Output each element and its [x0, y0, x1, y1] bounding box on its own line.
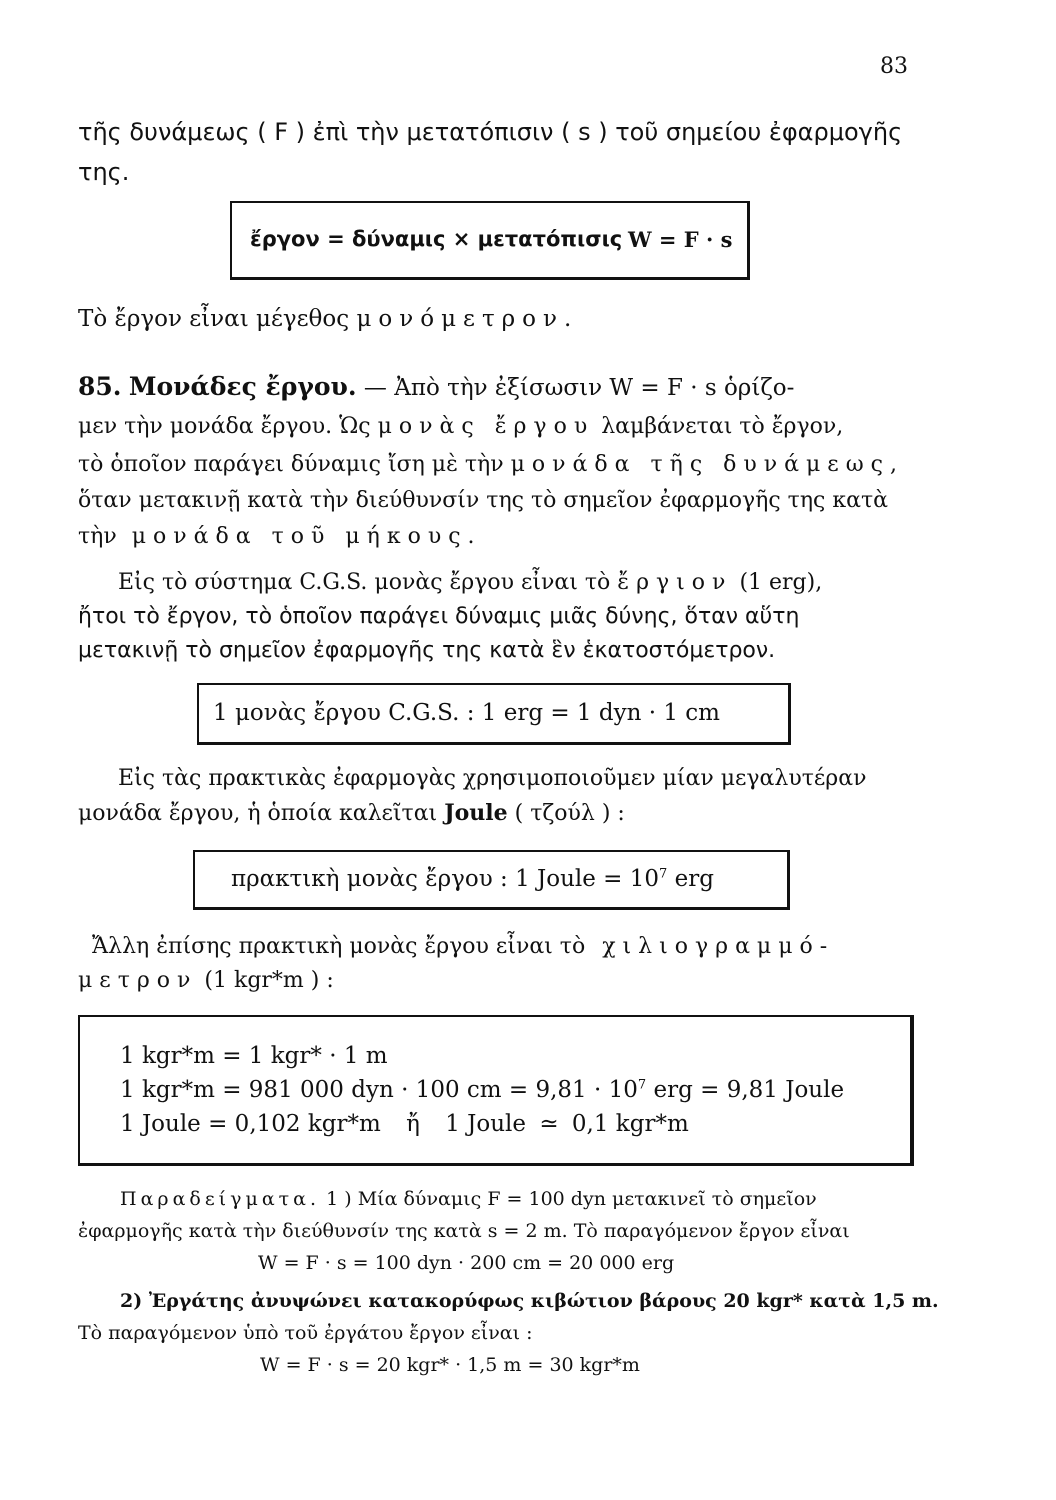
kgm-row2-b: erg = 9,81 Joule: [653, 1077, 845, 1103]
cgs-line-1: [118, 570, 822, 595]
section-line5-a: τὴν: [78, 524, 117, 549]
joule-formula-box: [193, 850, 790, 910]
section-title: Μονάδες ἔργου.: [128, 372, 357, 401]
joule-intro-bold: Joule: [444, 800, 508, 826]
page-number: 83: [880, 54, 908, 79]
section-number: 85.: [78, 372, 122, 401]
kgm-intro-line1-a: Ἄλλη ἐπίσης πρακτικὴ μονὰς ἔργου εἶναι τὸ: [92, 934, 586, 959]
joule-formula-text: πρακτικὴ μονὰς ἔργου : 1 Joule = 10: [231, 866, 660, 892]
examples-line-1: [120, 1188, 817, 1210]
kgm-intro-line-2: [78, 968, 334, 993]
kgm-row3-b: 1 Joule: [445, 1111, 527, 1137]
section-line1-rest: — Ἀπὸ τὴν ἐξίσωσιν W = F · s ὁρίζο-: [363, 375, 795, 401]
intro-line-2: της.: [78, 158, 130, 186]
cgs-line1-a: Εἰς τὸ σύστημα C.G.S. μονὰς ἔργου εἶναι τὸ: [118, 570, 611, 595]
joule-formula-exponent: 7: [659, 866, 668, 882]
kgm-intro-line2-b: (1 kgr*m ) :: [204, 968, 334, 993]
cgs-line-2: ἤτοι τὸ ἔργον, τὸ ὁποῖον παράγει δύναμις μιᾶς δύνης, ὅταν αὕτη: [78, 604, 800, 629]
section-line-4: ὅταν μετακινῇ κατὰ τὴν διεύθυνσίν της τὸ σημεῖον ἐφαρμογῆς της κατὰ: [78, 488, 888, 513]
kgm-row3-or: ἤ: [406, 1111, 420, 1137]
joule-formula-unit: erg: [674, 866, 714, 892]
erg-formula-box: [197, 683, 791, 745]
example1-formula: W = F · s = 100 dyn · 200 cm = 20 000 erg: [258, 1252, 675, 1274]
kgm-formula-box: [78, 1015, 914, 1166]
example2-line1: 2) Ἐργάτης ἀνυψώνει κατακορύφως κιβώτιον βάρους 20 kgr* κατὰ 1,5 m.: [120, 1290, 939, 1312]
cgs-line1-b: (1 erg),: [739, 570, 823, 595]
kgm-row3-a: 1 Joule = 0,102 kgr*m: [120, 1111, 381, 1137]
kgm-row-3: [120, 1111, 689, 1137]
kgm-intro-line2-spaced: μετρον: [78, 968, 198, 993]
section-line5-spaced: μονάδα τοῦ μήκους.: [131, 524, 482, 549]
joule-intro-line2-b: ( τζούλ ) :: [514, 801, 625, 826]
example1-line2: ἐφαρμογῆς κατὰ τὴν διεύθυνσίν της κατὰ s = 2 m. Τὸ παραγόμενον ἔργον εἶναι: [78, 1220, 850, 1242]
kgm-intro-line1-spaced: χιλιογραμμό-: [602, 934, 835, 959]
section-line-2: [78, 414, 843, 439]
example2-line2: Τὸ παραγόμενον ὑπὸ τοῦ ἐργάτου ἔργον εἶναι :: [78, 1322, 533, 1344]
work-formula-box: [230, 201, 750, 280]
kgm-row3-c: 0,1 kgr*m: [571, 1111, 689, 1137]
scalar-note: [78, 306, 578, 332]
kgm-row2-exponent: 7: [637, 1077, 647, 1093]
example2-formula: W = F · s = 20 kgr* · 1,5 m = 30 kgr*m: [260, 1354, 640, 1376]
section-line2-spaced: μονὰς ἔργου: [377, 414, 595, 439]
section-line-3: [78, 452, 904, 477]
joule-intro-line-1: Εἰς τὰς πρακτικὰς ἐφαρμογὰς χρησιμοποιοῦμεν μίαν μεγαλυτέραν: [118, 766, 867, 791]
section-line-5: [78, 524, 482, 549]
section-line3-spaced: μονάδα τῆς δυνάμεως,: [510, 452, 904, 477]
joule-intro-line2-a: μονάδα ἔργου, ἡ ὁποία καλεῖται: [78, 801, 438, 826]
section-line2-a: μεν τὴν μονάδα ἔργου. Ὡς: [78, 414, 371, 439]
section-line2-b: λαμβάνεται τὸ ἔργον,: [601, 414, 844, 439]
kgm-row-2: [120, 1077, 844, 1103]
scalar-note-spaced: μονόμετρον.: [356, 306, 579, 332]
kgm-row2-a: 1 kgr*m = 981 000 dyn · 100 cm = 9,81 · 10: [120, 1077, 638, 1103]
section-line3-a: τὸ ὁποῖον παράγει δύναμις ἴση μὲ τὴν: [78, 452, 504, 477]
kgm-intro-line-1: [92, 934, 834, 959]
kgm-row3-approx: ≃: [539, 1111, 559, 1137]
joule-intro-line-2: [78, 800, 625, 826]
example1-line1: 1 ) Μία δύναμις F = 100 dyn μετακινεῖ τὸ σημεῖον: [326, 1188, 817, 1210]
cgs-line-3: μετακινῇ τὸ σημεῖον ἐφαρμογῆς της κατὰ ἓν ἑκατοστόμετρον.: [78, 638, 776, 663]
examples-label: Παραδείγματα.: [120, 1188, 321, 1210]
erg-formula: 1 μονὰς ἔργου C.G.S. : 1 erg = 1 dyn · 1 cm: [213, 700, 720, 726]
work-formula-symbol: W = F · s: [628, 227, 733, 252]
scalar-note-prefix: Τὸ ἔργον εἶναι μέγεθος: [78, 306, 350, 332]
intro-line-1: τῆς δυνάμεως ( F ) ἐπὶ τὴν μετατόπισιν ( s ) τοῦ σημείου ἐφαρμογῆς: [78, 118, 903, 146]
cgs-line1-spaced: ἔργιον: [617, 570, 733, 595]
work-formula-text: ἔργον = δύναμις × μετατόπισις: [250, 227, 623, 251]
section-heading-line: [78, 372, 794, 401]
kgm-row-1: 1 kgr*m = 1 kgr* · 1 m: [120, 1043, 388, 1069]
joule-formula: [231, 866, 714, 892]
